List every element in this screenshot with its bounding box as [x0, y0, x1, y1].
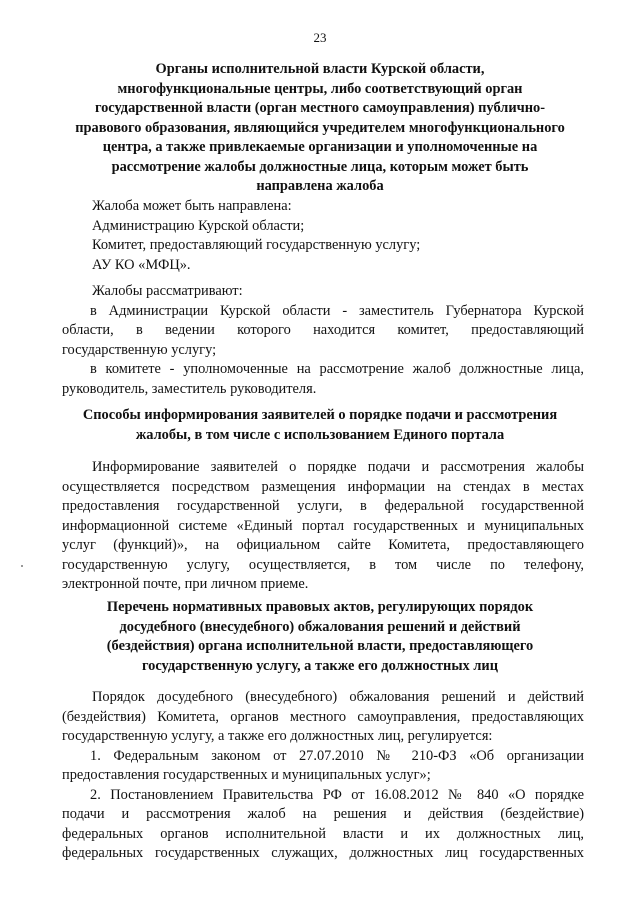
text-line: предоставления государственной услуги, в федеральной государственной: [62, 498, 584, 514]
text-line: в Администрации Курской области - заместитель Губернатора Курской: [90, 302, 584, 319]
section-heading-informing-methods: [60, 406, 580, 445]
text-line: услуг (функций)», на официальном сайте Комитета, предоставляющего: [62, 537, 584, 553]
text-line: в комитете - уполномоченные на рассмотрение жалоб должностные лица,: [90, 361, 584, 377]
heading-line: государственной власти (орган местного самоуправления) публично-: [94, 100, 546, 116]
text-line: области, в ведении которого находится комитет, предоставляющий: [62, 322, 584, 338]
section-heading-complaint-bodies: [60, 60, 580, 197]
text-line: 2. Постановлением Правительства РФ от 16.08.2012 № 840 «О порядке: [90, 786, 584, 803]
text-line: Жалобы рассматривают:: [92, 283, 243, 299]
text-line: федеральных органов исполнительной власти и их должностных лиц,: [62, 825, 584, 842]
scan-artifact-dot: [21, 565, 23, 567]
heading-line: многофункциональные центры, либо соответствующий орган: [117, 80, 523, 97]
text-line: Порядок досудебного (внесудебного) обжалования решений и действий: [92, 689, 584, 705]
heading-line: Способы информирования заявителей о порядке подачи и рассмотрения: [82, 407, 558, 423]
heading-line: (бездействия) органа исполнительной власти, предоставляющего: [106, 638, 534, 654]
heading-line: рассмотрение жалобы должностные лица, которым может быть: [111, 158, 529, 175]
text-line: АУ КО «МФЦ».: [92, 256, 191, 273]
heading-line: досудебного (внесудебного) обжалования решений и действий: [119, 618, 521, 635]
section-heading-legal-acts: [60, 598, 580, 676]
text-line: (бездействия) Комитета, органов местного самоуправления, предоставляющих: [62, 708, 584, 725]
text-line: информационной системе «Единый портал государственных и муниципальных: [62, 517, 584, 534]
heading-line: правового образования, являющийся учредителем многофункционального: [75, 119, 565, 136]
text-line: предоставления государственных и муниципальных услуг»;: [62, 767, 431, 783]
text-line: государственную услугу, а также его должностных лиц, регулируется:: [62, 728, 493, 744]
text-line: Информирование заявителей о порядке подачи и рассмотрения жалобы: [92, 459, 584, 475]
text-line: подачи и рассмотрения жалоб на решения и действия (бездействие): [62, 806, 584, 822]
text-line: Комитет, предоставляющий государственную услугу;: [92, 237, 421, 253]
heading-line: направлена жалоба: [256, 178, 384, 194]
text-line: руководитель, заместитель руководителя.: [62, 380, 317, 397]
heading-line: государственную услугу, а также его должностных лиц: [141, 657, 499, 674]
complaint-recipients-paragraph: [62, 197, 584, 275]
text-line: Жалоба может быть направлена:: [92, 198, 292, 214]
text-line: государственную услугу, осуществляется, в том числе по телефону,: [62, 556, 584, 573]
regulation-paragraph: [62, 688, 584, 864]
text-line: 1. Федеральным законом от 27.07.2010 № 210-ФЗ «Об организации: [90, 747, 584, 764]
heading-line: жалобы, в том числе с использованием Единого портала: [135, 426, 505, 443]
text-line: федеральных государственных служащих, должностных лиц государственных: [62, 845, 584, 861]
heading-line: Перечень нормативных правовых актов, регулирующих порядок: [106, 599, 534, 615]
heading-line: Органы исполнительной власти Курской области,: [155, 61, 485, 77]
text-line: государственную услугу;: [62, 341, 217, 358]
page-number: 23: [313, 30, 327, 45]
text-line: электронной почте, при личном приеме.: [62, 576, 309, 592]
heading-line: центра, а также привлекаемые организации и уполномоченные на: [102, 139, 538, 155]
text-line: осуществляется посредством размещения информации на стендах в местах: [62, 478, 584, 495]
text-line: Администрацию Курской области;: [92, 217, 305, 234]
complaint-reviewers-paragraph: [62, 282, 584, 399]
informing-paragraph: [62, 458, 584, 595]
